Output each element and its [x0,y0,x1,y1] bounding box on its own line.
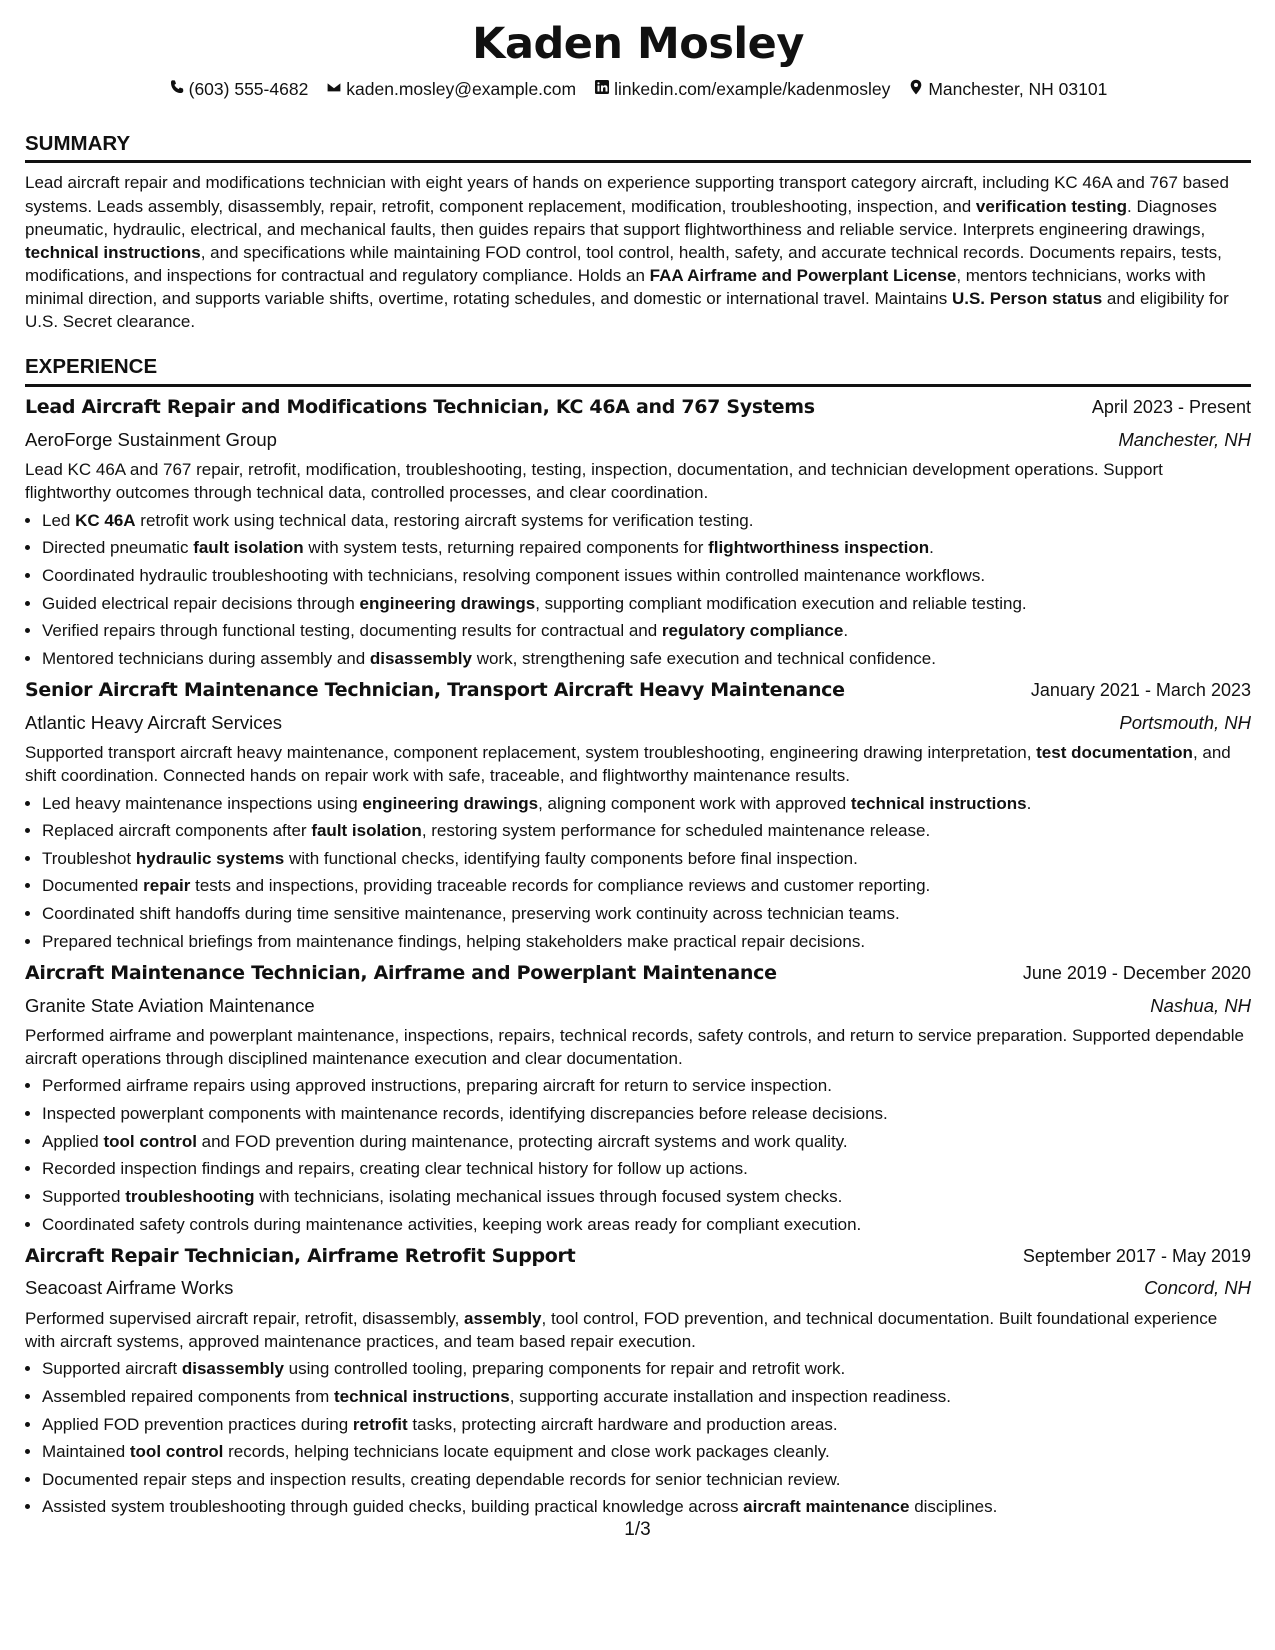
job-location: Concord, NH [1144,1277,1251,1299]
job-bullets [25,1357,1251,1518]
bullet-item: • Documented repair steps and inspection results, creating dependable records for senior technician review. [42,1468,1251,1491]
job-subheader [25,1275,1251,1300]
emphasis-text: disassembly [181,1359,284,1379]
emphasis-text: technical instructions [333,1386,510,1406]
bullet-item: • Coordinated hydraulic troubleshooting with technicians, resolving component issues within controlled maintenance workflows. [42,564,1251,587]
job-title: Aircraft Repair Technician, Airframe Retrofit Support [25,1244,576,1267]
job-entry [25,1244,1251,1519]
job-description: Supported transport aircraft heavy maintenance, component replacement, system troubleshooting, engineering drawing interpretation, test documentation, and shift coordination. Connected hands on repair work with safe, traceable, and flightworthy maintenance results. [25,742,1231,786]
emphasis-text: tool control [103,1131,197,1151]
emphasis-text: flightworthiness inspection [708,538,930,558]
job-title: Senior Aircraft Maintenance Technician, Transport Aircraft Heavy Maintenance [25,678,845,701]
bullet-item: • Inspected powerplant components with maintenance records, identifying discrepancies before release decisions. [42,1102,1251,1125]
company-name: Atlantic Heavy Aircraft Services [25,711,283,733]
bullet-item: • Guided electrical repair decisions through engineering drawings, supporting compliant modification execution and reliable testing. [42,592,1251,615]
job-subheader [25,993,1251,1018]
job-header [25,1244,1251,1270]
bullet-item: • Supported troubleshooting with technicians, isolating mechanical issues through focused system checks. [42,1185,1251,1208]
company-name: AeroForge Sustainment Group [25,428,277,450]
job-header [25,395,1251,421]
job-header [25,961,1251,987]
resume-page [25,18,1251,1519]
emphasis-text: engineering drawings [359,593,536,613]
bullet-item: • Troubleshot hydraulic systems with functional checks, identifying faulty components before final inspection. [42,847,1251,870]
bullet-item: • Assisted system troubleshooting through guided checks, building practical knowledge across aircraft maintenance disciplines. [42,1495,1251,1518]
job-title: Lead Aircraft Repair and Modifications Technician, KC 46A and 767 Systems [25,396,815,419]
bullet-item: • Maintained tool control records, helping technicians locate equipment and close work packages cleanly. [42,1440,1251,1463]
bullet-item: • Replaced aircraft components after fault isolation, restoring system performance for scheduled maintenance release. [42,819,1251,842]
bullet-item: • Performed airframe repairs using approved instructions, preparing aircraft for return to service inspection. [42,1074,1251,1097]
emphasis-text: retrofit [352,1414,408,1434]
job-subheader [25,427,1251,452]
candidate-name: Kaden Mosley [472,19,804,69]
emphasis-text: regulatory compliance [661,621,844,641]
summary-section [25,171,1251,333]
job-location: Portsmouth, NH [1119,711,1251,733]
emphasis-text: assembly [464,1308,542,1328]
job-location: Nashua, NH [1150,994,1251,1016]
company-name: Seacoast Airframe Works [25,1277,234,1299]
bullet-item: • Prepared technical briefings from maintenance findings, helping stakeholders make practical repair decisions. [42,930,1251,953]
job-entry [25,961,1251,1236]
bullet-item: • Coordinated safety controls during maintenance activities, keeping work areas ready for compliant execution. [42,1213,1251,1236]
bullet-item: • Recorded inspection findings and repairs, creating clear technical history for follow up actions. [42,1157,1251,1180]
contact-phone [169,78,309,102]
bullet-item: • Supported aircraft disassembly using controlled tooling, preparing components for repair and retrofit work. [42,1357,1251,1380]
job-entry [25,395,1251,670]
bullet-item: • Assembled repaired components from technical instructions, supporting accurate installation and inspection readiness. [42,1385,1251,1408]
bullet-item: • Directed pneumatic fault isolation with system tests, returning repaired components for flightworthiness inspection. [42,536,1251,559]
contact-email[interactable] [326,78,576,102]
phone-text: (603) 555-4682 [188,78,309,99]
phone-icon [169,78,185,102]
contact-location [908,78,1107,102]
email-text[interactable]: kaden.mosley@example.com [346,78,577,99]
map-pin-icon [908,78,924,102]
job-description: Performed airframe and powerplant maintenance, inspections, repairs, technical records, safety controls, and return to service preparation. Supported dependable aircraft operations through disciplined maintenance execution and clear documentation. [25,1025,1245,1068]
emphasis-text: technical instructions [850,793,1027,813]
emphasis-text: test documentation [1036,742,1193,762]
bullet-item: • Coordinated shift handoffs during time sensitive maintenance, preserving work continuity across technician teams. [42,902,1251,925]
linkedin-text[interactable]: linkedin.com/example/kadenmosley [614,78,891,99]
bullet-item: • Led heavy maintenance inspections using engineering drawings, aligning component work with approved technical instructions. [42,792,1251,815]
job-dates: January 2021 - March 2023 [1030,679,1251,700]
bullet-item: • Led KC 46A retrofit work using technical data, restoring aircraft systems for verification testing. [42,509,1251,532]
job-entry [25,678,1251,953]
emphasis-text: fault isolation [311,821,422,841]
contact-bar [25,78,1251,102]
emphasis-text: repair [143,876,191,896]
emphasis-text: technical instructions [25,242,201,262]
contact-linkedin[interactable] [594,78,890,102]
emphasis-text: disassembly [369,648,472,668]
experience-heading: EXPERIENCE [25,353,1251,387]
job-location: Manchester, NH [1118,428,1251,450]
summary-heading: SUMMARY [25,130,1251,164]
emphasis-text: aircraft maintenance [743,1497,910,1517]
emphasis-text: fault isolation [193,538,304,558]
emphasis-text: FAA Airframe and Powerplant License [649,265,957,285]
summary-text: Lead aircraft repair and modifications technician with eight years of hands on experience supporting transport category aircraft, including KC 46A and 767 based systems. Leads assembly, disassembly, repair, retrofit, component replacement, modification, troubleshooting, inspection, and verification testing. Diagnoses pneumatic, hydraulic, electrical, and mechanical faults, then guides repairs that support flightworthiness and reliable service. Interprets engineering drawings, technical instructions, and specifications while maintaining FOD control, tool control, health, safety, and accurate technical records. Documents repairs, tests, modifications, and inspections for contractual and regulatory compliance. Holds an FAA Airframe and Powerplant License, mentors technicians, works with minimal direction, and supports variable shifts, overtime, rotating schedules, and domestic or international travel. Maintains U.S. Person status and eligibility for U.S. Secret clearance. [25,173,1229,332]
emphasis-text: verification testing [975,196,1128,216]
page-number: 1/3 [624,1519,651,1540]
job-bullets [25,509,1251,670]
job-description: Lead KC 46A and 767 repair, retrofit, modification, troubleshooting, testing, inspection, documentation, and technician development operations. Support flightworthy outcomes through technical data, controlled processes, and clear coordination. [25,460,1163,503]
bullet-item: • Mentored technicians during assembly and disassembly work, strengthening safe execution and technical confidence. [42,647,1251,670]
job-title: Aircraft Maintenance Technician, Airframe and Powerplant Maintenance [25,961,777,984]
job-dates: April 2023 - Present [1091,397,1251,418]
job-description: Performed supervised aircraft repair, retrofit, disassembly, assembly, tool control, FOD prevention, and technical documentation. Built foundational experience with aircraft systems, approved maintenance practices, and team based repair execution. [25,1308,1218,1351]
job-bullets [25,1074,1251,1235]
bullet-item: • Applied tool control and FOD prevention during maintenance, protecting aircraft systems and work quality. [42,1130,1251,1153]
emphasis-text: tool control [129,1442,224,1462]
location-text: Manchester, NH 03101 [928,78,1108,99]
emphasis-text: KC 46A [75,510,136,530]
emphasis-text: hydraulic systems [135,848,285,868]
bullet-item: • Applied FOD prevention practices during retrofit tasks, protecting aircraft hardware and production areas. [42,1413,1251,1436]
emphasis-text: troubleshooting [125,1186,255,1206]
bullet-item: • Documented repair tests and inspections, providing traceable records for compliance reviews and customer reporting. [42,874,1251,897]
job-header [25,678,1251,704]
company-name: Granite State Aviation Maintenance [25,994,315,1016]
bullet-item: • Verified repairs through functional testing, documenting results for contractual and regulatory compliance. [42,619,1251,642]
job-subheader [25,710,1251,735]
experience-list [25,395,1251,1518]
job-dates: June 2019 - December 2020 [1022,962,1251,983]
emphasis-text: U.S. Person status [951,288,1103,308]
job-bullets [25,792,1251,953]
job-dates: September 2017 - May 2019 [1022,1245,1251,1266]
emphasis-text: engineering drawings [362,793,539,813]
envelope-icon [326,78,342,102]
linkedin-icon [594,78,610,102]
